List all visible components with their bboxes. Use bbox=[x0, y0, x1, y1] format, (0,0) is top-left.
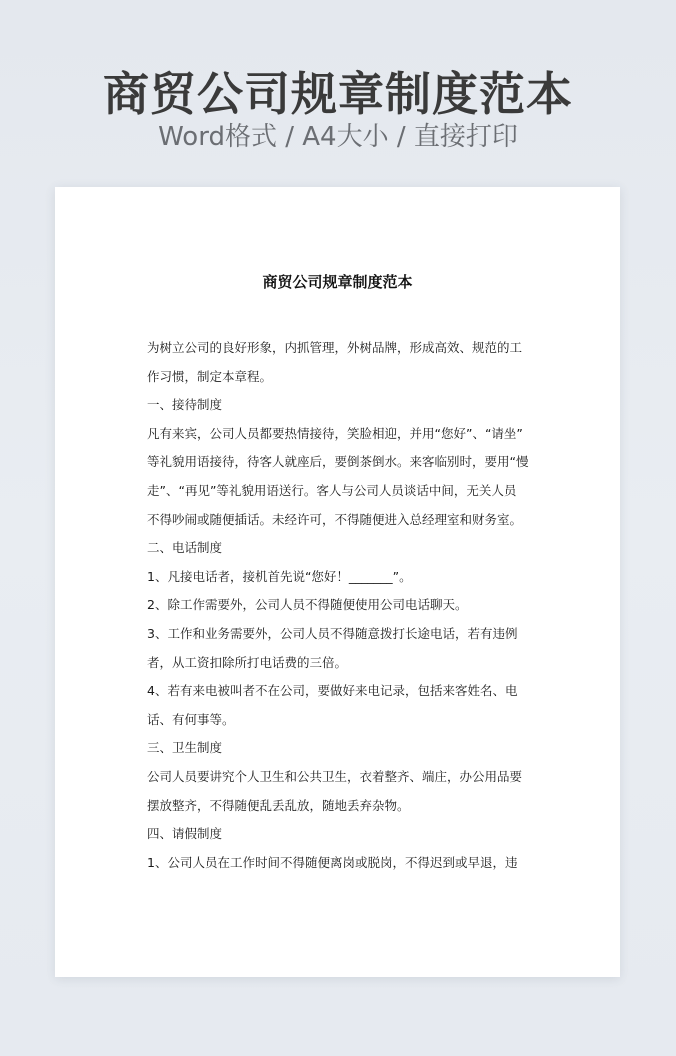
section-heading: 三、卫生制度 bbox=[147, 740, 223, 756]
paragraph-line: 为树立公司的良好形象，内抓管理，外树品牌，形成高效、规范的工 bbox=[147, 340, 523, 355]
section-heading: 一、接待制度 bbox=[147, 397, 223, 413]
paragraph-line: 走”、“再见”等礼貌用语送行。客人与公司人员谈话中间，无关人员 bbox=[147, 482, 517, 498]
paragraph-line: 公司人员要讲究个人卫生和公共卫生，衣着整齐、端庄，办公用品要 bbox=[147, 768, 523, 784]
paragraph-line: 不得吵闹或随便插话。未经许可，不得随便进入总经理室和财务室。 bbox=[147, 511, 523, 527]
section-heading: 四、请假制度 bbox=[147, 826, 223, 842]
paragraph-line: 话、有何事等。 bbox=[147, 711, 235, 727]
section-heading: 二、电话制度 bbox=[147, 540, 223, 556]
paragraph-line: 作习惯，制定本章程。 bbox=[147, 368, 273, 384]
banner-subtitle: Word格式 / A4大小 / 直接打印 bbox=[158, 122, 518, 152]
document-title: 商贸公司规章制度范本 bbox=[262, 273, 413, 291]
paragraph-line: 2、除工作需要外，公司人员不得随便使用公司电话聊天。 bbox=[147, 597, 468, 613]
paragraph-line: 摆放整齐，不得随便乱丢乱放，随地丢弃杂物。 bbox=[147, 797, 410, 813]
paragraph-line: 凡有来宾，公司人员都要热情接待，笑脸相迎，并用“您好”、“请坐” bbox=[147, 425, 523, 441]
paragraph-line: 4、若有来电被叫者不在公司，要做好来电记录，包括来客姓名、电 bbox=[147, 683, 518, 699]
paragraph-line: 1、公司人员在工作时间不得随便离岗或脱岗，不得迟到或早退，违 bbox=[147, 854, 518, 870]
paragraph-line: 等礼貌用语接待，待客人就座后，要倒茶倒水。来客临别时，要用“慢 bbox=[147, 454, 529, 470]
document-body bbox=[147, 334, 537, 877]
banner-title: 商贸公司规章制度范本 bbox=[103, 67, 573, 121]
paragraph-line: 者，从工资扣除所打电话费的三倍。 bbox=[147, 654, 348, 670]
document-page bbox=[55, 187, 620, 977]
paragraph-line: 3、工作和业务需要外，公司人员不得随意拨打长途电话，若有违例 bbox=[147, 625, 518, 641]
paragraph-line: 1、凡接电话者，接机首先说“您好！_______”。 bbox=[147, 568, 412, 584]
